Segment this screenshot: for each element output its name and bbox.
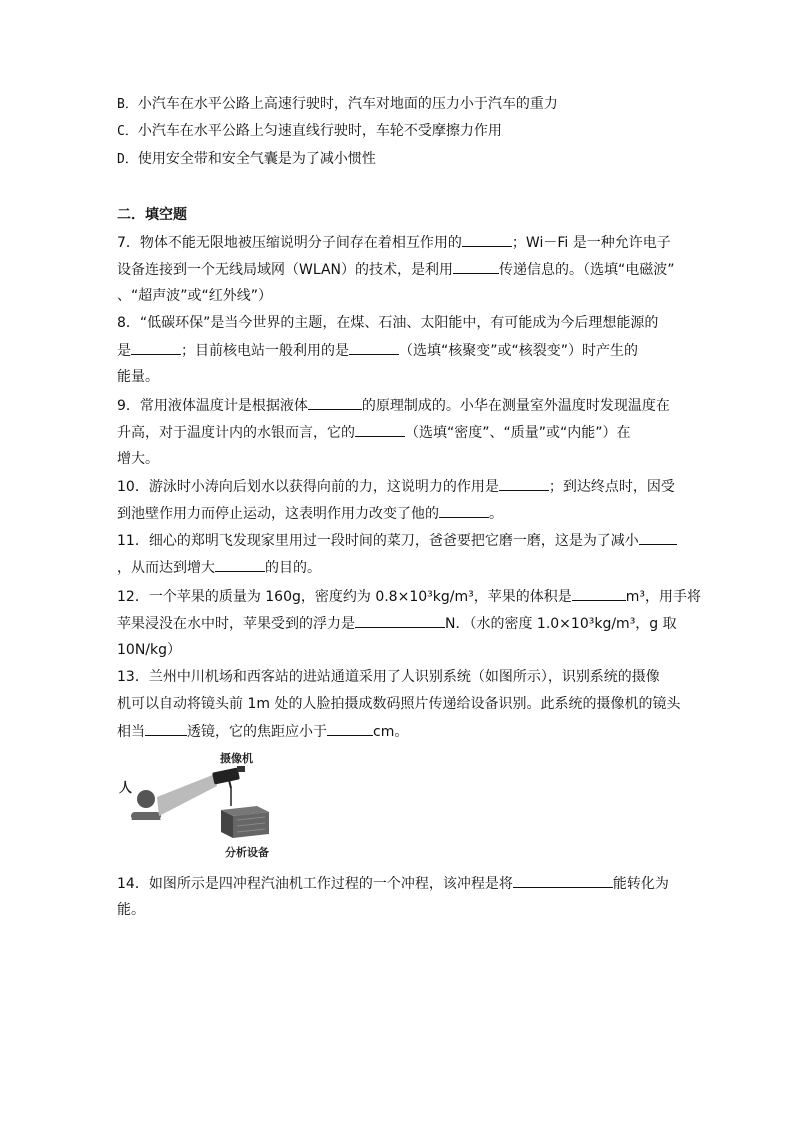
question-8: 8．“低碳环保”是当今世界的主题，在煤、石油、太阳能中，有可能成为今后理想能源的 bbox=[117, 315, 659, 331]
answer-blank[interactable] bbox=[513, 874, 613, 888]
question-8-line-2: 是 ；目前核电站一般利用的是 （选填“核聚变”或“核裂变”）时产生的 bbox=[117, 343, 639, 359]
question-12: 12．一个苹果的质量为 160g，密度约为 0.8×10³kg/m³，苹果的体积是 m³，用手将 bbox=[117, 589, 701, 605]
question-7: 7．物体不能无限地被压缩说明分子间存在着相互作用的 ；Wi－Fi 是一种允许电子 bbox=[117, 235, 671, 251]
device-label: 分析设备 bbox=[225, 846, 269, 859]
question-7-line-2: 设备连接到一个无线局域网（WLAN）的技术，是利用 传递信息的。（选填“电磁波” bbox=[117, 262, 675, 278]
question-11-line-2: ，从而达到增大 的目的。 bbox=[117, 560, 321, 576]
answer-blank[interactable] bbox=[639, 531, 677, 545]
answer-blank[interactable] bbox=[308, 396, 362, 410]
answer-blank[interactable] bbox=[349, 341, 399, 355]
question-8-line-3: 能量。 bbox=[117, 369, 159, 385]
question-7-line-3: 、“超声波”或“红外线”） bbox=[117, 288, 273, 304]
answer-blank[interactable] bbox=[453, 260, 499, 274]
answer-blank[interactable] bbox=[131, 341, 181, 355]
option-text: 小汽车在水平公路上高速行驶时，汽车对地面的压力小于汽车的重力 bbox=[137, 96, 558, 112]
question-10-line-2: 到池壁作用力而停止运动，这表明作用力改变了他的 。 bbox=[117, 506, 503, 522]
answer-blank[interactable] bbox=[145, 722, 187, 736]
device-icon bbox=[221, 806, 269, 838]
question-14-line-2: 能。 bbox=[117, 902, 145, 918]
question-12-line-3: 10N/kg） bbox=[117, 642, 181, 658]
answer-blank[interactable] bbox=[499, 477, 549, 491]
question-13: 13．兰州中川机场和西客站的进站通道采用了人识别系统（如图所示），识别系统的摄像 bbox=[117, 669, 660, 685]
answer-blank[interactable] bbox=[572, 587, 626, 601]
face-recognition-figure bbox=[117, 752, 282, 864]
person-label: 人 bbox=[119, 781, 133, 796]
question-10: 10．游泳时小涛向后划水以获得向前的力，这说明力的作用是 ；到达终点时，因受 bbox=[117, 479, 675, 495]
camera-label: 摄像机 bbox=[220, 752, 253, 765]
answer-blank[interactable] bbox=[355, 423, 405, 437]
answer-blank[interactable] bbox=[327, 722, 373, 736]
option-letter: C． bbox=[117, 124, 138, 139]
option-b bbox=[117, 95, 558, 114]
answer-blank[interactable] bbox=[355, 614, 445, 628]
question-12-line-2: 苹果浸没在水中时，苹果受到的浮力是 N．（水的密度 1.0×10³kg/m³，g 取 bbox=[117, 616, 677, 632]
question-9-line-3: 增大。 bbox=[117, 451, 159, 467]
camera-beam bbox=[157, 774, 217, 816]
answer-blank[interactable] bbox=[215, 558, 265, 572]
section-title: 二．填空题 bbox=[117, 207, 187, 223]
question-13-line-3: 相当 透镜，它的焦距应小于 cm。 bbox=[117, 724, 409, 740]
face-recognition-diagram bbox=[117, 752, 282, 864]
option-text: 小汽车在水平公路上匀速直线行驶时，车轮不受摩擦力作用 bbox=[137, 123, 502, 139]
option-letter: B． bbox=[117, 97, 138, 112]
option-letter: D． bbox=[117, 152, 138, 167]
answer-blank[interactable] bbox=[462, 233, 512, 247]
person-icon bbox=[131, 790, 161, 820]
option-text: 使用安全带和安全气囊是为了减小惯性 bbox=[137, 151, 376, 167]
option-d bbox=[117, 150, 376, 169]
camera-icon bbox=[212, 766, 245, 788]
question-13-line-2: 机可以自动将镜头前 1m 处的人脸拍摄成数码照片传递给设备识别。此系统的摄像机的镜头 bbox=[117, 696, 681, 712]
question-9: 9．常用液体温度计是根据液体 的原理制成的。小华在测量室外温度时发现温度在 bbox=[117, 398, 670, 414]
question-9-line-2: 升高，对于温度计内的水银而言，它的 （选填“密度”、“质量”或“内能”）在 bbox=[117, 425, 631, 441]
question-14: 14．如图所示是四冲程汽油机工作过程的一个冲程，该冲程是将 能转化为 bbox=[117, 876, 669, 892]
answer-blank[interactable] bbox=[439, 504, 489, 518]
option-c bbox=[117, 122, 502, 141]
question-11: 11．细心的郑明飞发现家里用过一段时间的菜刀，爸爸要把它磨一磨，这是为了减小 bbox=[117, 531, 677, 550]
